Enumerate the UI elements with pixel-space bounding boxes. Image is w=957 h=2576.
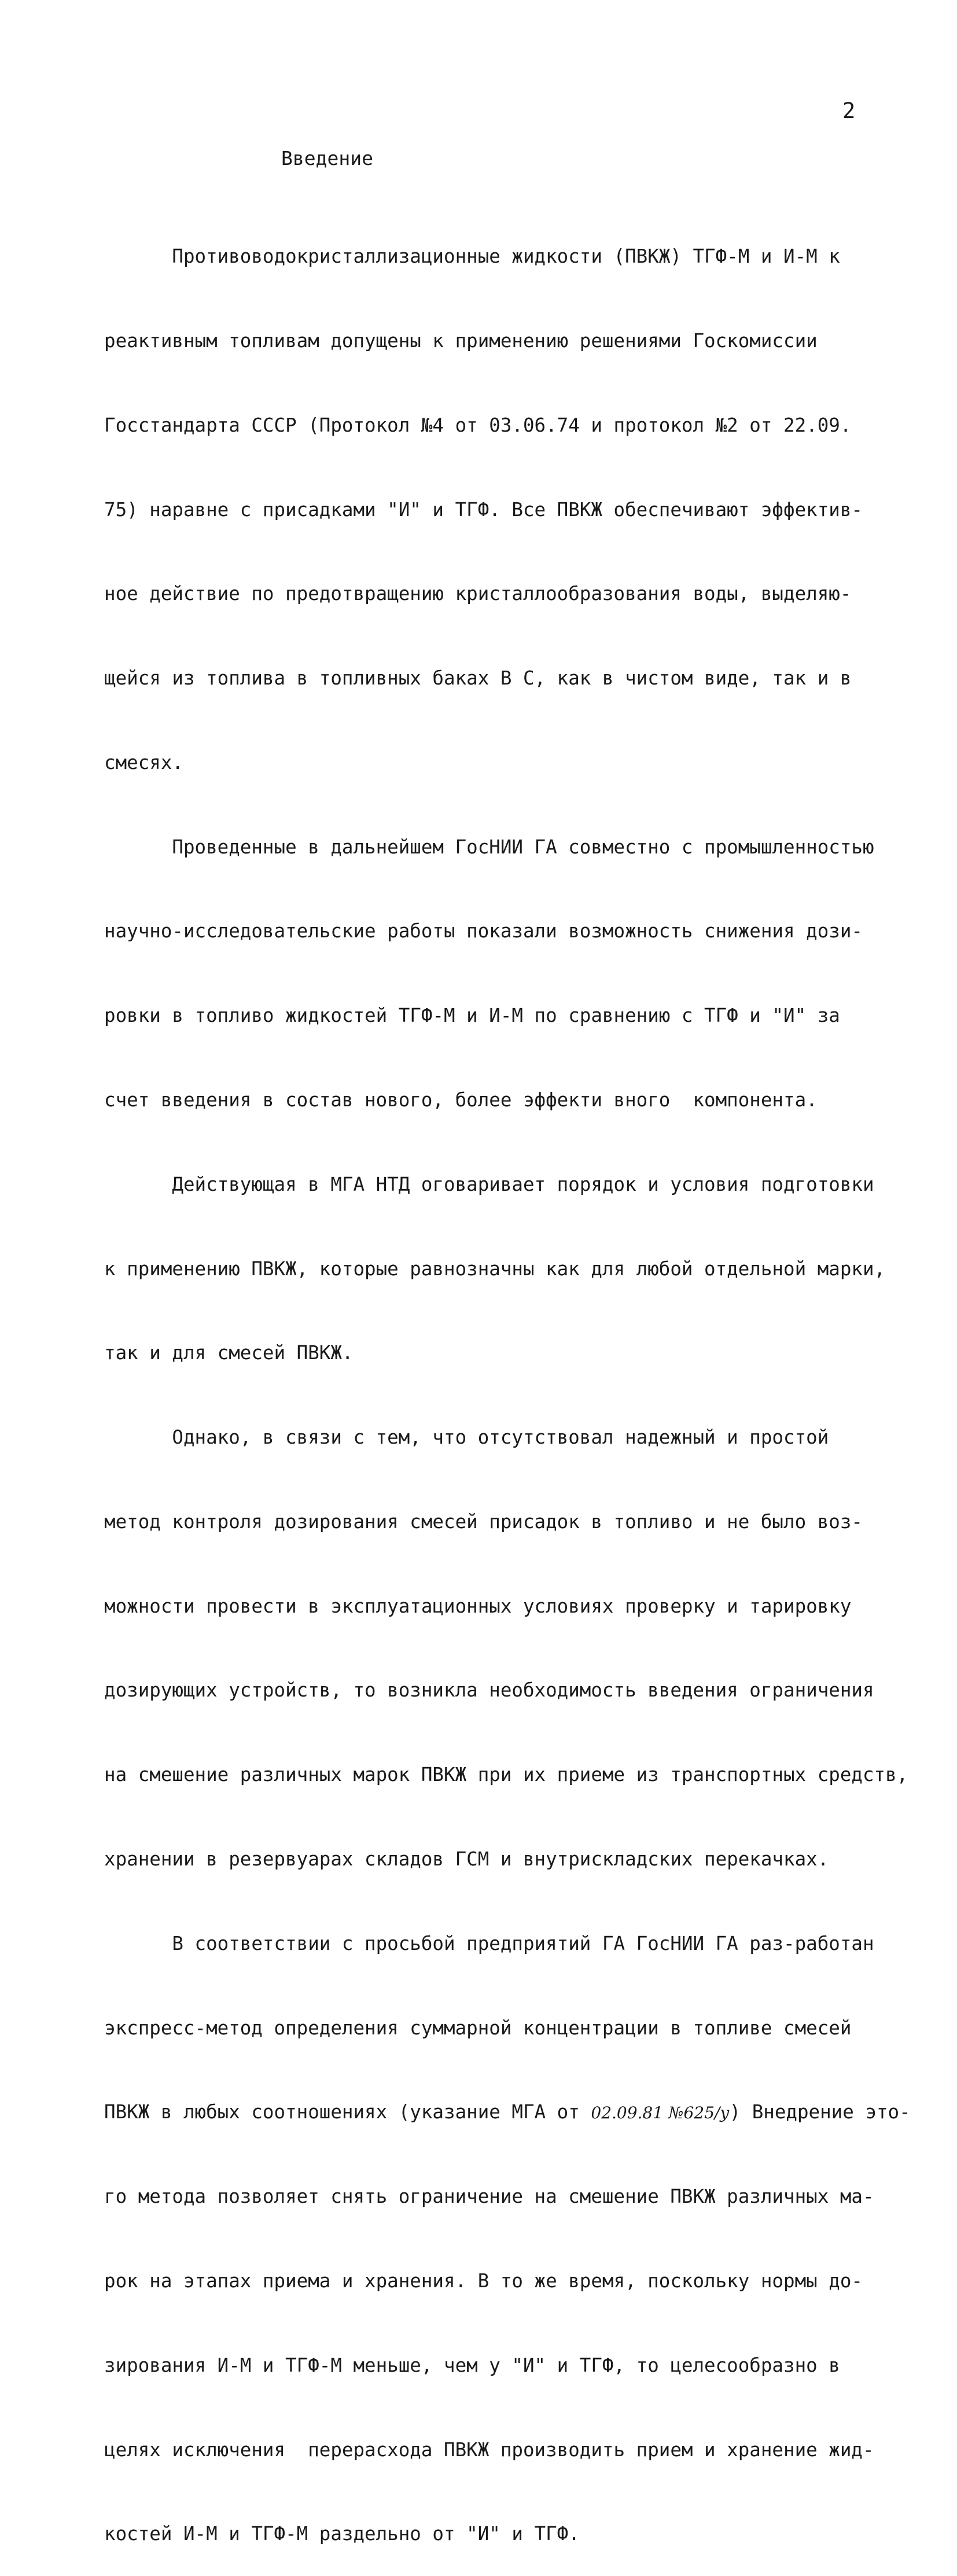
- text-line: ное действие по предотвращению кристаллообразования воды, выделяю-: [104, 583, 852, 605]
- text-line: на смешение различных марок ПВКЖ при их приеме из транспортных средств,: [104, 1764, 908, 1786]
- text-line: смесях.: [104, 751, 183, 774]
- text-line: Действующая в МГА НТД оговаривает порядок и условия подготовки: [104, 1173, 874, 1195]
- text-line: экспресс-метод определения суммарной концентрации в топливе смесей: [104, 2016, 852, 2039]
- text-line: 75) наравне с присадками "И" и ТГФ. Все ПВКЖ обеспечивают эффектив-: [104, 498, 863, 521]
- page-title: Введение: [281, 147, 373, 170]
- line-text-before: ПВКЖ в любых соотношениях (указание МГА от: [104, 2101, 591, 2124]
- text-line: зирования И-М и ТГФ-М меньше, чем у "И" и ТГФ, то целесообразно в: [104, 2354, 840, 2376]
- text-line: Однако, в связи с тем, что отсутствовал надежный и простой: [104, 1426, 829, 1449]
- text-line: ровки в топливо жидкостей ТГФ-М и И-М по сравнению с ТГФ и "И" за: [104, 1004, 840, 1027]
- text-line: к применению ПВКЖ, которые равнозначны как для любой отдельной марки,: [104, 1257, 886, 1280]
- text-line: счет введения в состав нового, более эффекти вного компонента.: [104, 1089, 818, 1111]
- text-line: дозирующих устройств, то возникла необходимость введения ограничения: [104, 1679, 874, 1702]
- text-line: метод контроля дозирования смесей присадок в топливо и не было воз-: [104, 1510, 863, 1533]
- text-line: целях исключения перерасхода ПВКЖ производить прием и хранение жид-: [104, 2438, 874, 2461]
- text-line: Госстандарта СССР (Протокол №4 от 03.06.74 и протокол №2 от 22.09.: [104, 414, 852, 436]
- text-line: реактивным топливам допущены к применению решениями Госкомиссии: [104, 329, 818, 352]
- text-line: щейся из топлива в топливных баках В С, как в чистом виде, так и в: [104, 667, 852, 690]
- handwritten-date-number: 02.09.81 №625/у: [591, 2103, 730, 2123]
- body-text: [104, 186, 911, 2576]
- text-line: В соответствии с просьбой предприятий ГА ГосНИИ ГА раз-работан: [104, 1932, 874, 1955]
- text-line: Противоводокристаллизационные жидкости (ПВКЖ) ТГФ-М и И-М к: [104, 245, 840, 268]
- text-line: хранении в резервуарах складов ГСМ и внутрискладских перекачках.: [104, 1848, 829, 1871]
- text-line: научно-исследовательские работы показали возможность снижения дози-: [104, 920, 863, 943]
- text-line: костей И-М и ТГФ-М раздельно от "И" и ТГФ.: [104, 2523, 580, 2545]
- page-number: 2: [842, 98, 856, 123]
- text-line: рок на этапах приема и хранения. В то же время, поскольку нормы до-: [104, 2269, 863, 2292]
- text-line: Проведенные в дальнейшем ГосНИИ ГА совместно с промышленностью: [104, 836, 874, 858]
- text-line: так и для смесей ПВКЖ.: [104, 1342, 354, 1364]
- line-text-after: ) Внедрение это-: [729, 2101, 911, 2124]
- text-line: можности провести в эксплуатационных условиях проверку и тарировку: [104, 1595, 852, 1617]
- text-line-with-handwriting: [104, 2098, 911, 2126]
- text-line: го метода позволяет снять ограничение на смешение ПВКЖ различных ма-: [104, 2185, 874, 2208]
